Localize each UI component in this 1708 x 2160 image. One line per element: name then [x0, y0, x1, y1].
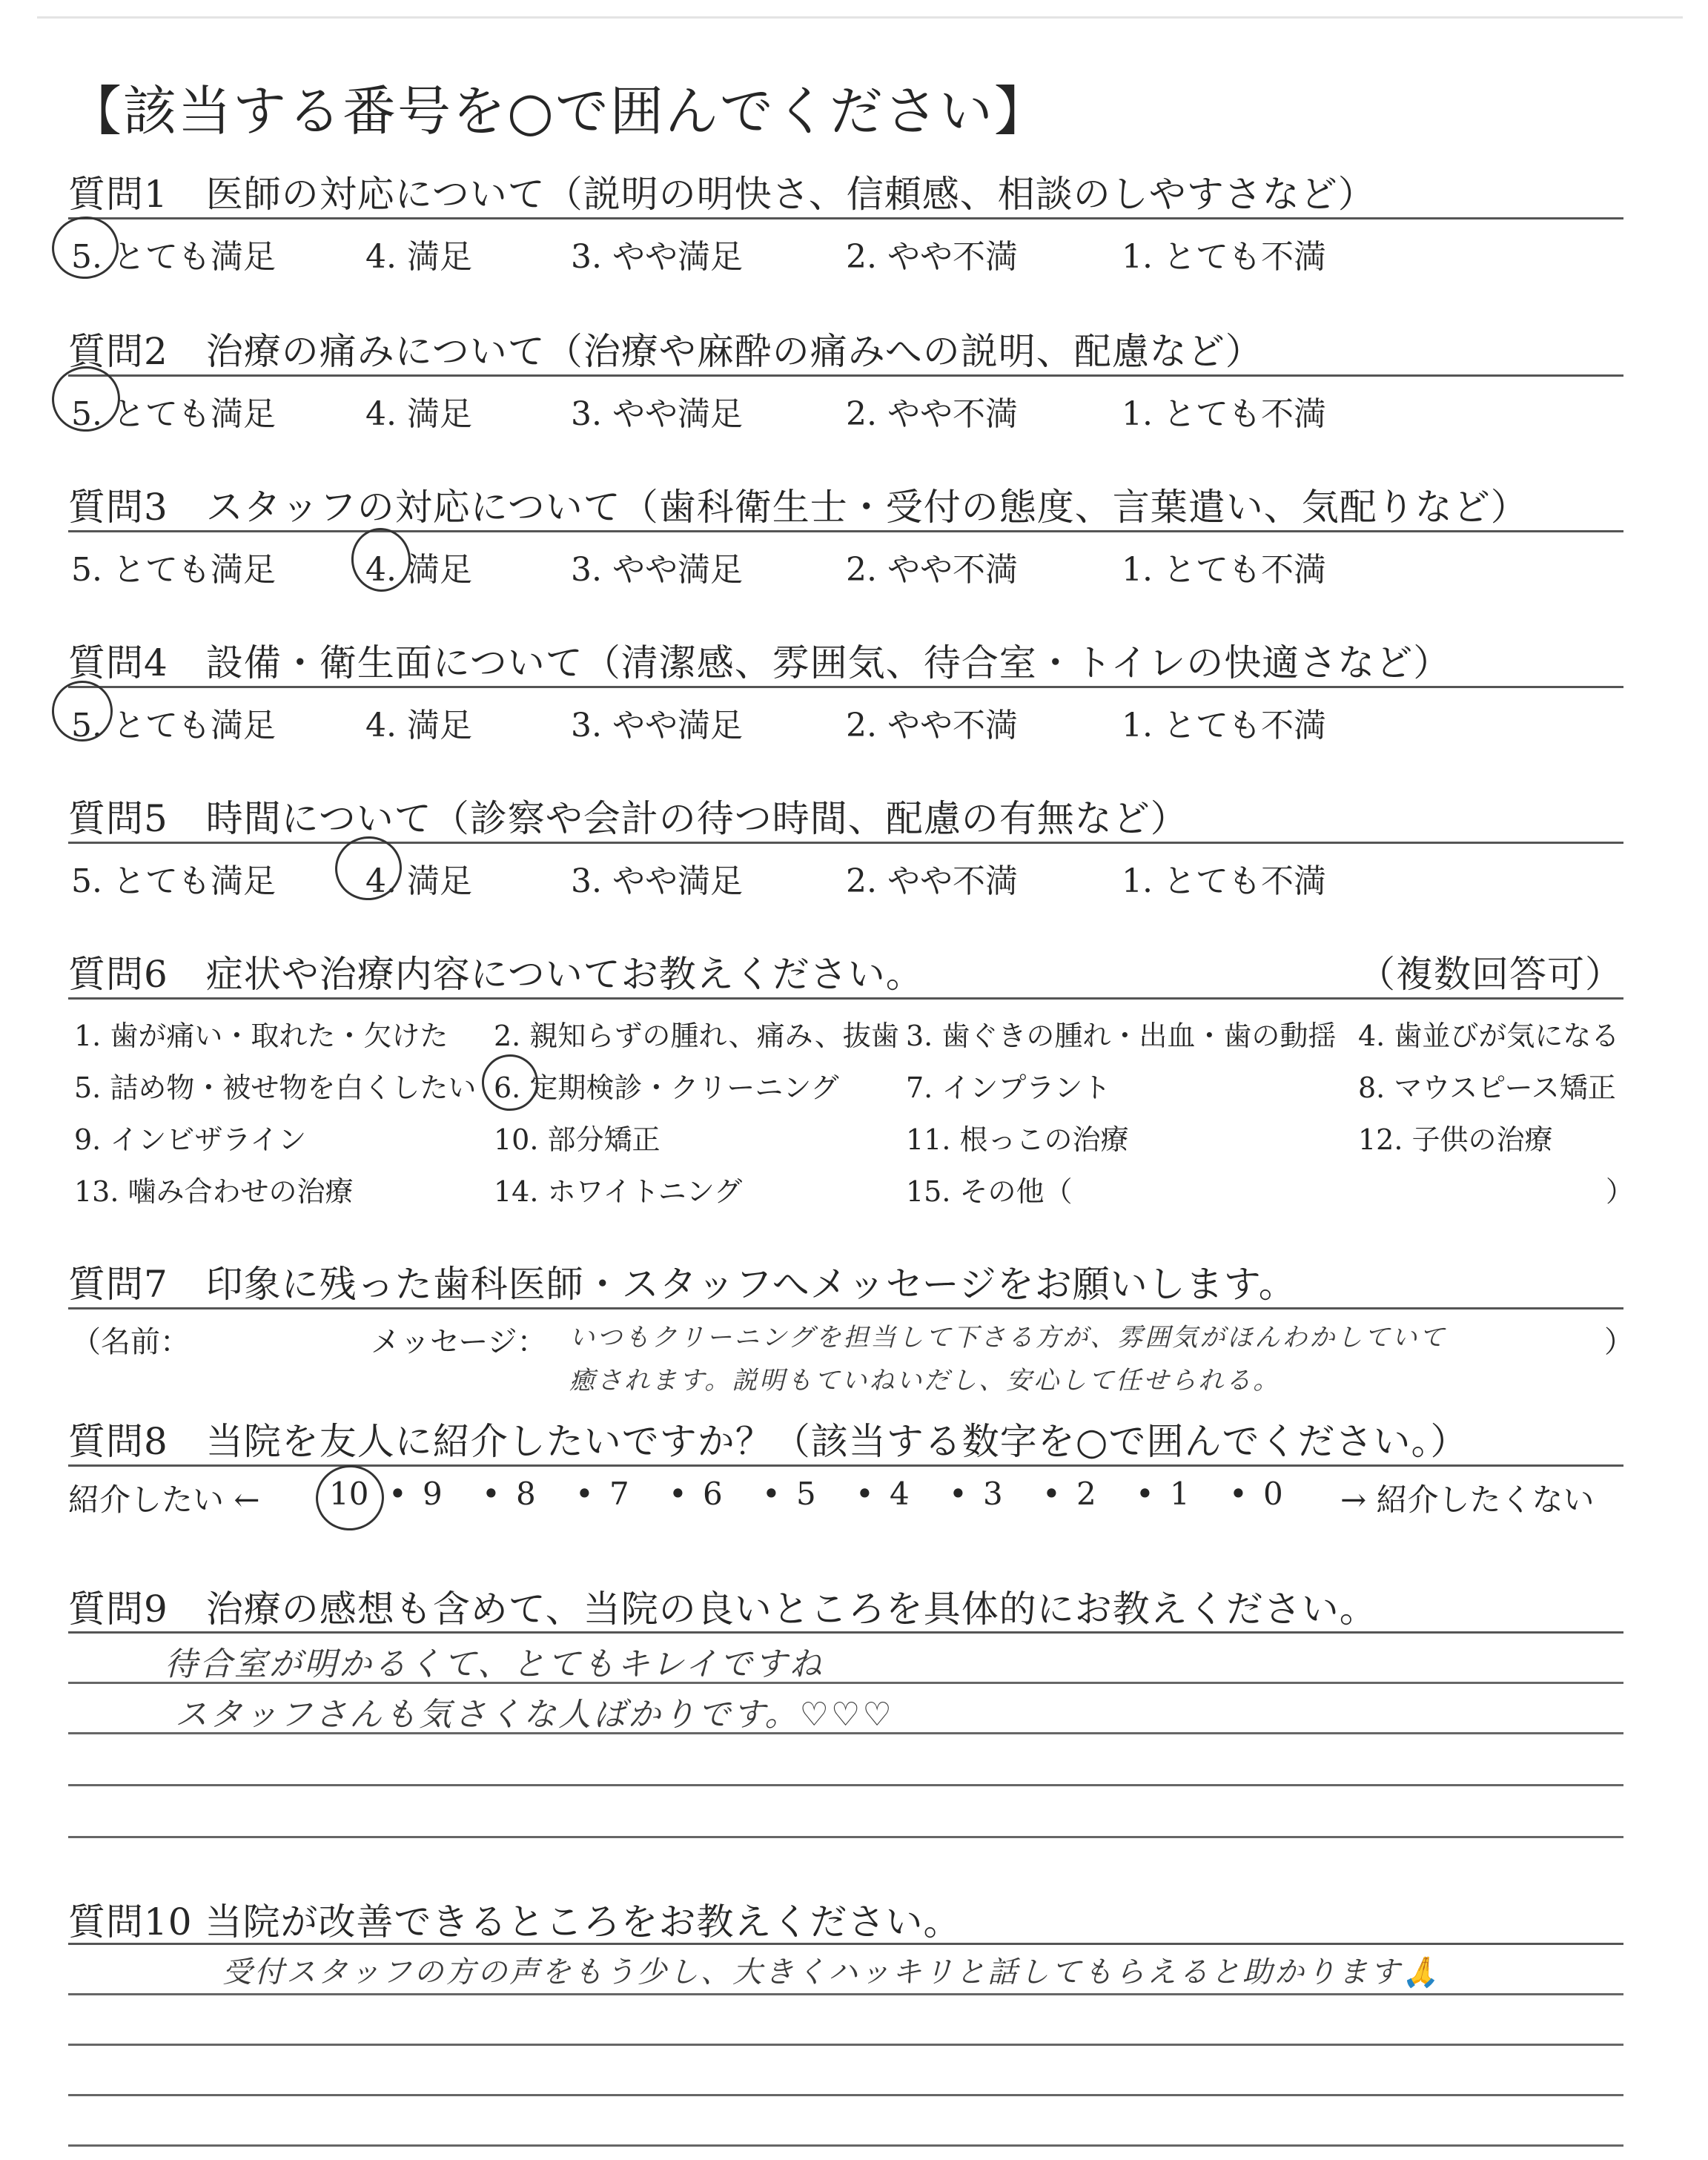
q6-option-8[interactable]: 8. マウスピース矯正	[1358, 1071, 1616, 1104]
question-10-title: 質問10 当院が改善できるところをお教えください。	[68, 1900, 961, 1943]
q6-option-13[interactable]: 13. 噛み合わせの治療	[74, 1175, 354, 1208]
question-1-rule	[68, 217, 1623, 219]
q2-option-2[interactable]: 2. やや不満	[846, 395, 1018, 433]
question-2-title: 質問2 治療の痛みについて（治療や麻酔の痛みへの説明、配慮など）	[68, 330, 1263, 373]
q8-scale-separator-dot: •	[762, 1476, 781, 1512]
question-8-title: 質問8 当院を友人に紹介したいですか？（該当する数字を○で囲んでください。）	[68, 1420, 1469, 1463]
q8-scale-separator-dot: •	[1042, 1476, 1061, 1512]
q8-scale-value-3[interactable]: 3	[983, 1476, 1003, 1512]
q9-handwritten-answer-line-1: 待合室が明かるくて、とてもキレイですね	[165, 1645, 824, 1683]
q6-option-2[interactable]: 2. 親知らずの腫れ、痛み、抜歯	[494, 1020, 899, 1052]
q6-option-14[interactable]: 14. ホワイトニング	[494, 1175, 743, 1208]
q5-option-1[interactable]: 1. とても不満	[1122, 862, 1326, 900]
q8-scale-separator-dot: •	[949, 1476, 967, 1512]
q9-writing-line-3	[68, 1784, 1623, 1786]
question-3-rule	[68, 530, 1623, 532]
q9-writing-line-2	[68, 1732, 1623, 1734]
question-6-title: 質問6 症状や治療内容についてお教えください。	[68, 953, 924, 996]
q8-scale-value-5[interactable]: 5	[796, 1476, 816, 1512]
q8-scale-value-0[interactable]: 0	[1263, 1476, 1283, 1512]
q7-handwritten-message-line-2: 癒されます。説明もていねいだし、安心して任せられる。	[569, 1366, 1281, 1396]
q4-option-2[interactable]: 2. やや不満	[846, 707, 1018, 744]
q6-option-3[interactable]: 3. 歯ぐきの腫れ・出血・歯の動揺	[906, 1020, 1337, 1052]
q4-option-5[interactable]: 5. とても満足	[71, 707, 276, 744]
q3-option-3[interactable]: 3. やや満足	[571, 551, 743, 589]
q6-option-10[interactable]: 10. 部分矯正	[494, 1123, 661, 1156]
q8-left-label: 紹介したい ←	[68, 1482, 260, 1518]
question-8-rule	[68, 1464, 1623, 1467]
question-6-rule	[68, 997, 1623, 1000]
question-4-title: 質問4 設備・衛生面について（清潔感、雰囲気、待合室・トイレの快適さなど）	[68, 641, 1452, 684]
question-2-rule	[68, 374, 1623, 377]
q1-option-2[interactable]: 2. やや不満	[846, 238, 1018, 276]
q3-option-1[interactable]: 1. とても不満	[1122, 551, 1326, 589]
q8-scale-separator-dot: •	[1229, 1476, 1248, 1512]
q2-option-1[interactable]: 1. とても不満	[1122, 395, 1326, 433]
question-9-rule	[68, 1631, 1623, 1634]
q6-option-15[interactable]: 15. その他（	[906, 1175, 1073, 1208]
q4-option-1[interactable]: 1. とても不満	[1122, 707, 1326, 744]
q8-scale-separator-dot: •	[482, 1476, 500, 1512]
q8-scale-separator-dot: •	[1136, 1476, 1154, 1512]
q10-writing-line-1	[68, 1993, 1623, 1995]
question-3-title: 質問3 スタッフの対応について（歯科衛生士・受付の態度、言葉遣い、気配りなど）	[68, 486, 1529, 529]
question-10-rule	[68, 1943, 1623, 1945]
q1-option-3[interactable]: 3. やや満足	[571, 238, 743, 276]
q5-option-4[interactable]: 4. 満足	[365, 862, 472, 900]
q2-option-3[interactable]: 3. やや満足	[571, 395, 743, 433]
q10-writing-line-2	[68, 2044, 1623, 2046]
q8-scale-separator-dot: •	[669, 1476, 687, 1512]
q6-option-12[interactable]: 12. 子供の治療	[1358, 1123, 1553, 1156]
question-6-multiple-answers-note: （複数回答可）	[1358, 953, 1623, 996]
q8-scale-separator-dot: •	[388, 1476, 407, 1512]
q8-scale-value-2[interactable]: 2	[1076, 1476, 1096, 1512]
form-instruction-header: 【該当する番号を○で囲んでください】	[68, 80, 1049, 142]
q7-message-label: メッセージ：	[371, 1325, 547, 1359]
scan-top-edge	[37, 16, 1683, 19]
q7-name-label: （名前：	[71, 1325, 190, 1359]
q8-scale-separator-dot: •	[855, 1476, 874, 1512]
q7-close-paren: ）	[1604, 1325, 1634, 1359]
q8-scale-value-10[interactable]: 10	[329, 1476, 369, 1512]
question-4-rule	[68, 686, 1623, 688]
q5-option-3[interactable]: 3. やや満足	[571, 862, 743, 900]
q8-selection-circle	[311, 1461, 388, 1535]
q9-writing-line-4	[68, 1836, 1623, 1838]
q8-scale-separator-dot: •	[575, 1476, 594, 1512]
q6-option-4[interactable]: 4. 歯並びが気になる	[1358, 1020, 1620, 1052]
q6-option-9[interactable]: 9. インビザライン	[74, 1123, 307, 1156]
question-9-title: 質問9 治療の感想も含めて、当院の良いところを具体的にお教えください。	[68, 1588, 1377, 1631]
question-7-title: 質問7 印象に残った歯科医師・スタッフへメッセージをお願いします。	[68, 1263, 1297, 1306]
q5-option-5[interactable]: 5. とても満足	[71, 862, 276, 900]
q8-scale-value-4[interactable]: 4	[890, 1476, 910, 1512]
q9-writing-line-1	[68, 1682, 1623, 1684]
question-7-rule	[68, 1307, 1623, 1309]
q3-option-2[interactable]: 2. やや不満	[846, 551, 1018, 589]
q3-option-4[interactable]: 4. 満足	[365, 551, 472, 589]
question-5-rule	[68, 842, 1623, 844]
q8-scale-value-7[interactable]: 7	[609, 1476, 629, 1512]
q4-option-4[interactable]: 4. 満足	[365, 707, 472, 744]
q8-scale-value-1[interactable]: 1	[1170, 1476, 1190, 1512]
q6-option-11[interactable]: 11. 根っこの治療	[906, 1123, 1129, 1156]
question-1-title: 質問1 医師の対応について（説明の明快さ、信頼感、相談のしやすさなど）	[68, 173, 1376, 216]
q2-option-4[interactable]: 4. 満足	[365, 395, 472, 433]
q1-option-4[interactable]: 4. 満足	[365, 238, 472, 276]
q1-option-5[interactable]: 5. とても満足	[71, 238, 276, 276]
q7-handwritten-message-line-1: いつもクリーニングを担当して下さる方が、雰囲気がほんわかしていて	[569, 1323, 1447, 1353]
q10-writing-line-4	[68, 2144, 1623, 2147]
q6-option-1[interactable]: 1. 歯が痛い・取れた・欠けた	[74, 1020, 448, 1052]
q8-right-label: → 紹介したくない	[1340, 1482, 1595, 1518]
q6-other-close-paren: ）	[1606, 1175, 1635, 1208]
question-5-title: 質問5 時間について（診察や会計の待つ時間、配慮の有無など）	[68, 797, 1188, 840]
q4-option-3[interactable]: 3. やや満足	[571, 707, 743, 744]
q2-option-5[interactable]: 5. とても満足	[71, 395, 276, 433]
q8-scale-value-9[interactable]: 9	[423, 1476, 443, 1512]
q6-option-6[interactable]: 6. 定期検診・クリーニング	[494, 1071, 839, 1104]
q1-option-1[interactable]: 1. とても不満	[1122, 238, 1326, 276]
q10-writing-line-3	[68, 2094, 1623, 2096]
q5-option-2[interactable]: 2. やや不満	[846, 862, 1018, 900]
q9-handwritten-answer-line-2: スタッフさんも気さくな人ばかりです。♡♡♡	[175, 1696, 894, 1734]
q3-option-5[interactable]: 5. とても満足	[71, 551, 276, 589]
q8-scale-value-6[interactable]: 6	[703, 1476, 723, 1512]
q8-scale-value-8[interactable]: 8	[516, 1476, 536, 1512]
q6-option-5[interactable]: 5. 詰め物・被せ物を白くしたい	[74, 1071, 477, 1104]
q10-handwritten-answer-line-1: 受付スタッフの方の声をもう少し、大きくハッキリと話してもらえると助かります🙏	[222, 1955, 1441, 1989]
q6-option-7[interactable]: 7. インプラント	[906, 1071, 1111, 1104]
